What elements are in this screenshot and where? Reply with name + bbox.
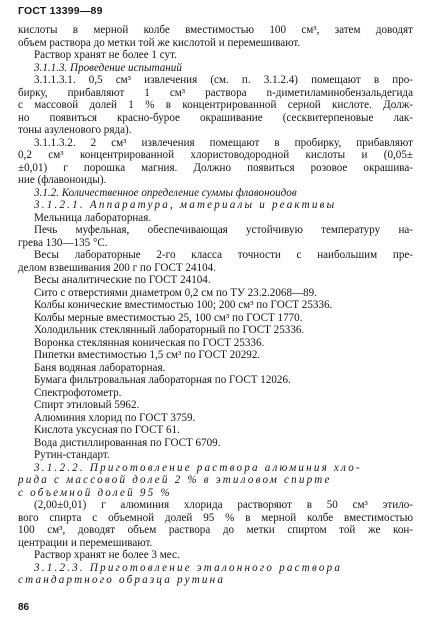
section-heading: 3.1.2.3. Приготовление эталонного раствора [34,561,343,574]
text-line: 0,2 см³ концентрированной хлористоводородной кислоты и (0,05± [18,149,413,161]
text-line: Пипетки вместимостью 1,5 см³ по ГОСТ 20292. [34,349,261,361]
text-line: Баня водяная лабораторная. [34,361,166,374]
text-line: ±0,01) г порошка магния. Должно появиться розовое окрашива- [18,161,413,174]
text-line: Холодильник стеклянный лабораторный по ГОСТ 25336. [34,324,305,336]
section-heading: 3.1.2.2. Приготовление раствора алюминия хло- [34,461,362,474]
text-line: ние (флавоноиды). [18,174,107,186]
section-heading: стандартного образца рутина [18,574,226,586]
text-line: Вода дистиллированная по ГОСТ 6709. [34,436,221,449]
text-line: кислоты в мерной колбе вместимостью 100 см³, затем доводят [18,24,413,36]
text-line: Бумага фильтровальная лабораторная по ГОСТ 12026. [34,374,291,386]
text-line: делом взвешивания 200 г по ГОСТ 24104. [18,261,216,274]
text-line: 100 см³, доводят объем раствора до метки спиртом той же кон- [18,524,413,536]
text-line: с массовой долей 1 % в концентрированной серной кислоте. Долж- [18,99,413,111]
section-heading: 3.1.1.3. Проведение испытаний [34,61,182,74]
text-line: 3.1.1.3.2. 2 см³ извлечения помещают в пробирку, прибавляют [34,136,413,149]
text-line: центрации и перемешивают. [18,536,153,549]
text-line: грева 130—135 °С. [18,236,108,249]
text-line: но появиться красно-бурое окрашивание (сесквитерпеновые лак- [18,111,413,124]
text-line: Спирт этиловый 5962. [34,399,140,411]
document-body [18,24,413,587]
text-line: (2,00±0,01) г алюминия хлорида растворяют в 50 см³ этило- [34,499,413,511]
section-heading: 3.1.2.1. Аппаратура, материалы и реактивы [34,199,337,211]
section-heading: с объемной долей 95 % [18,486,172,499]
text-line: Колбы мерные вместимостью 25, 100 см³ по ГОСТ 1770. [34,311,303,324]
text-line: Воронка стеклянная коническая по ГОСТ 25336. [34,336,265,349]
text-line: Раствор хранят не более 3 мес. [34,549,180,561]
section-heading: рида с массовой долей 2 % в этиловом спирте [18,474,332,486]
page-number: 86 [18,602,30,613]
text-line: Сито с отверстиями диаметром 0,2 см по ТУ 23.2.2068—89. [34,286,317,299]
text-line: Алюминия хлорид по ГОСТ 3759. [34,411,196,424]
text-line: Мельница лабораторная. [34,211,152,224]
text-line: Раствор хранят не более 1 сут. [34,49,177,61]
text-line: Колбы конические вместимостью 100; 200 см³ по ГОСТ 25336. [34,299,333,311]
text-line: бирку, прибавляют 1 см³ раствора n-диметиламинобензальдегида [18,86,413,99]
text-line: Кислота уксусная по ГОСТ 61. [34,424,180,436]
text-line: Весы лабораторные 2-го класса точности с наибольшим пре- [34,249,413,261]
text-line: Спектрофотометр. [34,386,122,399]
section-heading: 3.1.2. Количественное определение суммы флавоноидов [34,186,297,199]
text-line: Рутин-стандарт. [34,449,110,461]
text-line: объем раствора до метки той же кислотой и перемешивают. [18,36,301,49]
text-line: Весы аналитические по ГОСТ 24104. [34,274,211,286]
text-line: тоны азуленового ряда). [18,124,132,136]
text-line: Печь муфельная, обеспечивающая устойчивую температуру на- [34,224,413,236]
document-header: ГОСТ 13399—89 [18,5,103,17]
text-line: вого спирта с объемной долей 95 % в мерной колбе вместимостью [18,511,413,524]
text-line: 3.1.1.3.1. 0,5 см³ извлечения (см. п. 3.1.2.4) помещают в про- [34,74,413,86]
